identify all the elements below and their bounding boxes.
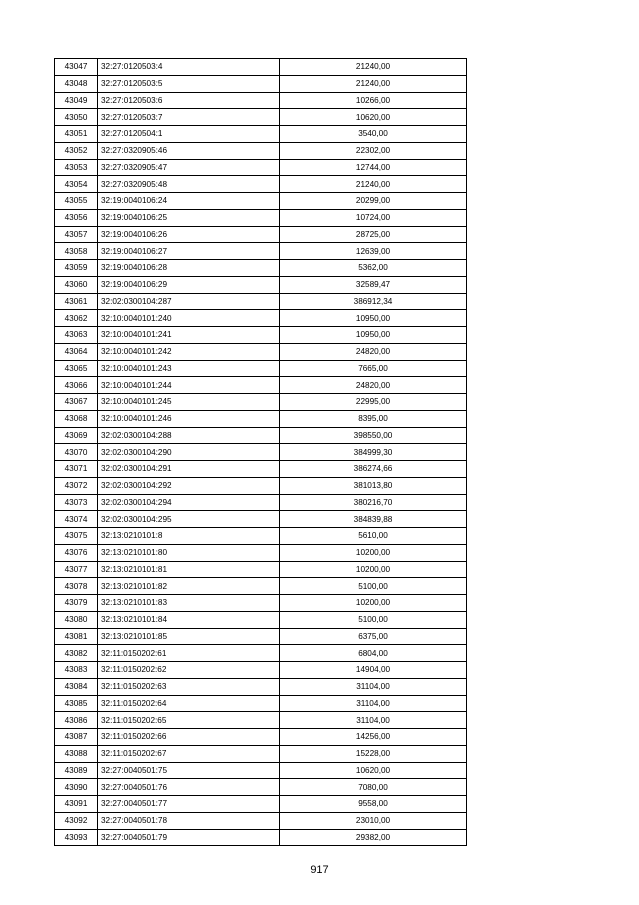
table-row <box>55 193 467 210</box>
row-number-cell: 43078 <box>55 578 98 595</box>
row-number-cell: 43047 <box>55 59 98 76</box>
cadastral-number-cell: 32:02:0300104:288 <box>98 427 280 444</box>
table-row <box>55 611 467 628</box>
cadastral-number-cell: 32:10:0040101:244 <box>98 377 280 394</box>
row-number-cell: 43048 <box>55 75 98 92</box>
row-number-cell: 43053 <box>55 159 98 176</box>
value-cell: 24820,00 <box>280 377 467 394</box>
row-number-cell: 43060 <box>55 276 98 293</box>
cadastral-number-cell: 32:02:0300104:294 <box>98 494 280 511</box>
table-row <box>55 159 467 176</box>
value-cell: 22995,00 <box>280 394 467 411</box>
cadastral-number-cell: 32:19:0040106:24 <box>98 193 280 210</box>
table-row <box>55 75 467 92</box>
value-cell: 10200,00 <box>280 561 467 578</box>
cadastral-number-cell: 32:19:0040106:28 <box>98 260 280 277</box>
row-number-cell: 43093 <box>55 829 98 846</box>
page-number: 917 <box>310 864 329 876</box>
table-row <box>55 561 467 578</box>
table-row <box>55 477 467 494</box>
table-row <box>55 494 467 511</box>
table-row <box>55 59 467 76</box>
row-number-cell: 43069 <box>55 427 98 444</box>
table-row <box>55 109 467 126</box>
value-cell: 10620,00 <box>280 762 467 779</box>
cadastral-number-cell: 32:11:0150202:62 <box>98 662 280 679</box>
table-row <box>55 779 467 796</box>
row-number-cell: 43076 <box>55 544 98 561</box>
value-cell: 12639,00 <box>280 243 467 260</box>
value-cell: 8395,00 <box>280 410 467 427</box>
table-row <box>55 812 467 829</box>
row-number-cell: 43058 <box>55 243 98 260</box>
value-cell: 6375,00 <box>280 628 467 645</box>
cadastral-number-cell: 32:11:0150202:63 <box>98 678 280 695</box>
document-sheet <box>54 58 467 846</box>
value-cell: 20299,00 <box>280 193 467 210</box>
value-cell: 386912,34 <box>280 293 467 310</box>
value-cell: 10266,00 <box>280 92 467 109</box>
row-number-cell: 43051 <box>55 126 98 143</box>
row-number-cell: 43052 <box>55 142 98 159</box>
table-row <box>55 209 467 226</box>
row-number-cell: 43086 <box>55 712 98 729</box>
value-cell: 384999,30 <box>280 444 467 461</box>
value-cell: 7080,00 <box>280 779 467 796</box>
value-cell: 6804,00 <box>280 645 467 662</box>
row-number-cell: 43056 <box>55 209 98 226</box>
cadastral-number-cell: 32:02:0300104:290 <box>98 444 280 461</box>
cadastral-number-cell: 32:27:0320905:48 <box>98 176 280 193</box>
row-number-cell: 43070 <box>55 444 98 461</box>
cadastral-number-cell: 32:02:0300104:295 <box>98 511 280 528</box>
value-cell: 31104,00 <box>280 678 467 695</box>
table-row <box>55 678 467 695</box>
value-cell: 24820,00 <box>280 343 467 360</box>
table-row <box>55 595 467 612</box>
cadastral-number-cell: 32:13:0210101:8 <box>98 528 280 545</box>
value-cell: 31104,00 <box>280 695 467 712</box>
value-cell: 21240,00 <box>280 176 467 193</box>
table-row <box>55 260 467 277</box>
cadastral-number-cell: 32:10:0040101:240 <box>98 310 280 327</box>
row-number-cell: 43057 <box>55 226 98 243</box>
cadastral-number-cell: 32:10:0040101:241 <box>98 327 280 344</box>
value-cell: 28725,00 <box>280 226 467 243</box>
row-number-cell: 43083 <box>55 662 98 679</box>
row-number-cell: 43065 <box>55 360 98 377</box>
table-row <box>55 528 467 545</box>
value-cell: 5100,00 <box>280 578 467 595</box>
cadastral-number-cell: 32:27:0120503:5 <box>98 75 280 92</box>
value-cell: 15228,00 <box>280 745 467 762</box>
table-row <box>55 662 467 679</box>
table-row <box>55 394 467 411</box>
value-cell: 29382,00 <box>280 829 467 846</box>
value-cell: 380216,70 <box>280 494 467 511</box>
cadastral-number-cell: 32:19:0040106:25 <box>98 209 280 226</box>
value-cell: 10950,00 <box>280 327 467 344</box>
value-cell: 7665,00 <box>280 360 467 377</box>
table-body <box>55 59 467 846</box>
row-number-cell: 43055 <box>55 193 98 210</box>
cadastral-number-cell: 32:02:0300104:287 <box>98 293 280 310</box>
row-number-cell: 43050 <box>55 109 98 126</box>
table-row <box>55 796 467 813</box>
value-cell: 10200,00 <box>280 544 467 561</box>
row-number-cell: 43091 <box>55 796 98 813</box>
value-cell: 14904,00 <box>280 662 467 679</box>
table-row <box>55 293 467 310</box>
table-row <box>55 628 467 645</box>
table-row <box>55 645 467 662</box>
table-row <box>55 310 467 327</box>
cadastral-number-cell: 32:27:0320905:46 <box>98 142 280 159</box>
cadastral-number-cell: 32:10:0040101:242 <box>98 343 280 360</box>
row-number-cell: 43063 <box>55 327 98 344</box>
row-number-cell: 43079 <box>55 595 98 612</box>
cadastral-number-cell: 32:27:0040501:75 <box>98 762 280 779</box>
table-row <box>55 578 467 595</box>
cadastral-number-cell: 32:11:0150202:61 <box>98 645 280 662</box>
cadastral-number-cell: 32:11:0150202:64 <box>98 695 280 712</box>
value-cell: 398550,00 <box>280 427 467 444</box>
value-cell: 23010,00 <box>280 812 467 829</box>
cadastral-number-cell: 32:27:0040501:78 <box>98 812 280 829</box>
value-cell: 21240,00 <box>280 59 467 76</box>
row-number-cell: 43061 <box>55 293 98 310</box>
table-row <box>55 762 467 779</box>
cadastral-number-cell: 32:27:0120503:7 <box>98 109 280 126</box>
cadastral-number-cell: 32:10:0040101:246 <box>98 410 280 427</box>
cadastral-number-cell: 32:13:0210101:85 <box>98 628 280 645</box>
row-number-cell: 43067 <box>55 394 98 411</box>
value-cell: 386274,66 <box>280 461 467 478</box>
value-cell: 10620,00 <box>280 109 467 126</box>
table-row <box>55 729 467 746</box>
table-row <box>55 276 467 293</box>
row-number-cell: 43080 <box>55 611 98 628</box>
table-row <box>55 427 467 444</box>
cadastral-number-cell: 32:13:0210101:82 <box>98 578 280 595</box>
row-number-cell: 43084 <box>55 678 98 695</box>
cadastral-number-cell: 32:10:0040101:243 <box>98 360 280 377</box>
value-cell: 10200,00 <box>280 595 467 612</box>
row-number-cell: 43085 <box>55 695 98 712</box>
row-number-cell: 43049 <box>55 92 98 109</box>
cadastral-number-cell: 32:13:0210101:84 <box>98 611 280 628</box>
value-cell: 5100,00 <box>280 611 467 628</box>
row-number-cell: 43064 <box>55 343 98 360</box>
row-number-cell: 43087 <box>55 729 98 746</box>
cadastral-number-cell: 32:10:0040101:245 <box>98 394 280 411</box>
table-row <box>55 829 467 846</box>
table-row <box>55 410 467 427</box>
row-number-cell: 43068 <box>55 410 98 427</box>
value-cell: 384839,88 <box>280 511 467 528</box>
value-cell: 10950,00 <box>280 310 467 327</box>
value-cell: 14256,00 <box>280 729 467 746</box>
value-cell: 5362,00 <box>280 260 467 277</box>
value-cell: 5610,00 <box>280 528 467 545</box>
cadastral-number-cell: 32:19:0040106:27 <box>98 243 280 260</box>
row-number-cell: 43074 <box>55 511 98 528</box>
value-cell: 32589,47 <box>280 276 467 293</box>
cadastral-number-cell: 32:19:0040106:29 <box>98 276 280 293</box>
table-row <box>55 142 467 159</box>
row-number-cell: 43077 <box>55 561 98 578</box>
cadastral-number-cell: 32:13:0210101:81 <box>98 561 280 578</box>
table-row <box>55 377 467 394</box>
row-number-cell: 43054 <box>55 176 98 193</box>
value-cell: 31104,00 <box>280 712 467 729</box>
cadastral-number-cell: 32:27:0040501:76 <box>98 779 280 796</box>
value-cell: 3540,00 <box>280 126 467 143</box>
cadastral-number-cell: 32:02:0300104:291 <box>98 461 280 478</box>
table-row <box>55 695 467 712</box>
cadastral-number-cell: 32:11:0150202:65 <box>98 712 280 729</box>
row-number-cell: 43071 <box>55 461 98 478</box>
row-number-cell: 43090 <box>55 779 98 796</box>
row-number-cell: 43072 <box>55 477 98 494</box>
table-row <box>55 444 467 461</box>
table-row <box>55 511 467 528</box>
row-number-cell: 43059 <box>55 260 98 277</box>
table-row <box>55 360 467 377</box>
table-row <box>55 544 467 561</box>
cadastral-number-cell: 32:27:0320905:47 <box>98 159 280 176</box>
row-number-cell: 43092 <box>55 812 98 829</box>
row-number-cell: 43066 <box>55 377 98 394</box>
cadastral-number-cell: 32:27:0120503:4 <box>98 59 280 76</box>
cadastral-number-cell: 32:19:0040106:26 <box>98 226 280 243</box>
table-row <box>55 343 467 360</box>
cadastral-number-cell: 32:13:0210101:80 <box>98 544 280 561</box>
value-cell: 12744,00 <box>280 159 467 176</box>
row-number-cell: 43088 <box>55 745 98 762</box>
cadastral-number-cell: 32:11:0150202:66 <box>98 729 280 746</box>
cadastral-number-cell: 32:13:0210101:83 <box>98 595 280 612</box>
value-cell: 10724,00 <box>280 209 467 226</box>
table-row <box>55 243 467 260</box>
row-number-cell: 43081 <box>55 628 98 645</box>
cadastral-number-cell: 32:27:0040501:77 <box>98 796 280 813</box>
row-number-cell: 43073 <box>55 494 98 511</box>
table-row <box>55 176 467 193</box>
row-number-cell: 43089 <box>55 762 98 779</box>
table-row <box>55 92 467 109</box>
value-cell: 22302,00 <box>280 142 467 159</box>
table-row <box>55 745 467 762</box>
table-row <box>55 461 467 478</box>
cadastral-number-cell: 32:27:0040501:79 <box>98 829 280 846</box>
row-number-cell: 43075 <box>55 528 98 545</box>
cadastral-value-table <box>54 58 467 846</box>
row-number-cell: 43062 <box>55 310 98 327</box>
table-row <box>55 327 467 344</box>
table-row <box>55 126 467 143</box>
row-number-cell: 43082 <box>55 645 98 662</box>
value-cell: 381013,80 <box>280 477 467 494</box>
value-cell: 9558,00 <box>280 796 467 813</box>
cadastral-number-cell: 32:02:0300104:292 <box>98 477 280 494</box>
cadastral-number-cell: 32:27:0120503:6 <box>98 92 280 109</box>
table-row <box>55 226 467 243</box>
value-cell: 21240,00 <box>280 75 467 92</box>
cadastral-number-cell: 32:11:0150202:67 <box>98 745 280 762</box>
table-row <box>55 712 467 729</box>
cadastral-number-cell: 32:27:0120504:1 <box>98 126 280 143</box>
